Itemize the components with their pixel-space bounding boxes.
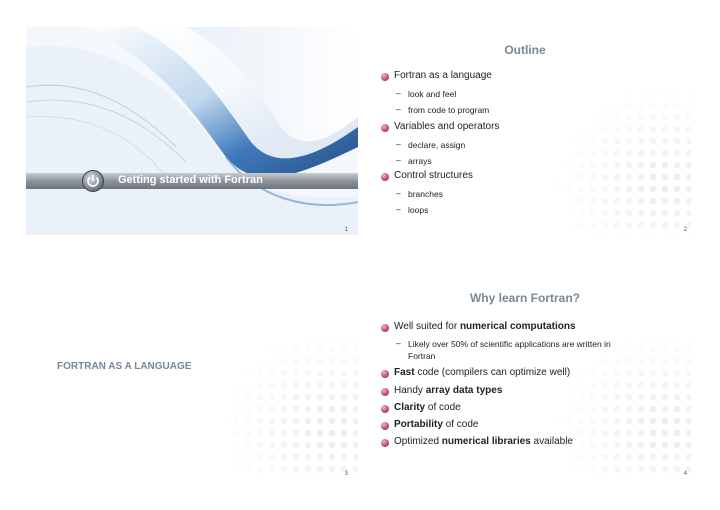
outline-item: Control structures (394, 170, 473, 181)
blue-swoosh-background (26, 27, 358, 235)
power-icon (82, 170, 104, 192)
dash-icon: – (396, 188, 401, 198)
dotted-sphere-background (26, 271, 358, 479)
dash-icon: – (396, 338, 401, 348)
outline-subitem: loops (408, 205, 429, 215)
bullet-item: Clarity of code (394, 402, 461, 413)
page-number: 2 (683, 227, 687, 233)
bullet-icon (381, 422, 389, 430)
dash-icon: – (396, 139, 401, 149)
dash-icon: – (396, 155, 401, 165)
bullet-item: Handy array data types (394, 385, 503, 396)
bullet-item: Well suited for numerical computations (394, 321, 576, 332)
bullet-icon (381, 73, 389, 81)
page-number: 3 (344, 471, 348, 477)
bullet-icon (381, 173, 389, 181)
outline-item: Variables and operators (394, 121, 500, 132)
bullet-item: Optimized numerical libraries available (394, 436, 573, 447)
bullet-subitem-continuation: Fortran (408, 351, 436, 361)
outline-subitem: arrays (408, 156, 432, 166)
slide-title: Outline (504, 43, 546, 57)
bullet-icon (381, 388, 389, 396)
outline-subitem: declare, assign (408, 140, 466, 150)
outline-subitem: from code to program (408, 105, 490, 115)
outline-subitem: branches (408, 189, 443, 199)
deck-title: Getting started with Fortran (118, 174, 263, 186)
bullet-icon (381, 370, 389, 378)
outline-subitem: look and feel (408, 89, 457, 99)
dash-icon: – (396, 88, 401, 98)
bullet-icon (381, 405, 389, 413)
slide-1 (26, 27, 358, 235)
page-number: 4 (683, 471, 687, 477)
page-number: 1 (344, 227, 348, 233)
dash-icon: – (396, 204, 401, 214)
bullet-item: Portability of code (394, 419, 479, 430)
bullet-item: Fast code (compilers can optimize well) (394, 367, 571, 378)
slide-4 (359, 271, 691, 479)
slide-2 (359, 27, 691, 235)
bullet-subitem: Likely over 50% of scientific applications are written in (408, 339, 611, 349)
outline-item: Fortran as a language (394, 70, 492, 81)
slide-title: Why learn Fortran? (469, 291, 580, 305)
bullet-icon (381, 124, 389, 132)
dash-icon: – (396, 104, 401, 114)
bullet-icon (381, 439, 389, 447)
bullet-icon (381, 324, 389, 332)
section-title: FORTRAN AS A LANGUAGE (57, 361, 192, 372)
slide-3 (26, 271, 358, 479)
